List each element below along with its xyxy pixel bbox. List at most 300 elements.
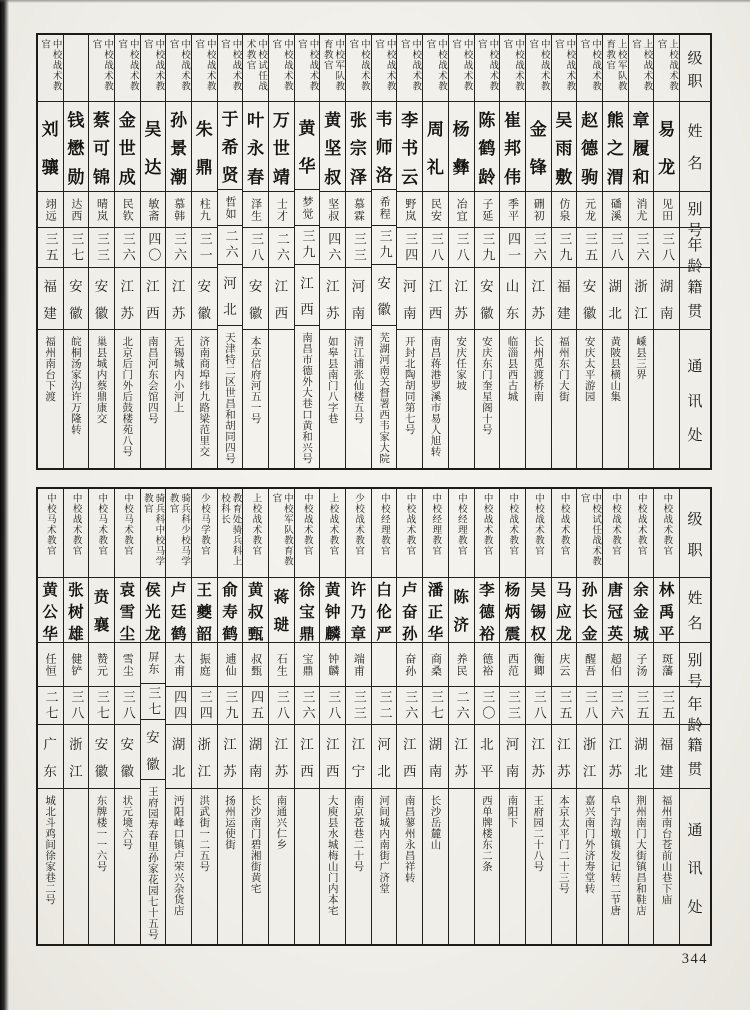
name-text: 韦 师 洛: [375, 110, 393, 187]
address-text: 大庾县水城梅山门内本宅: [326, 795, 339, 916]
roster-entry-column: [551, 35, 577, 468]
roster-entry-column: [628, 35, 654, 468]
name-text: 吴 雨 敷: [555, 110, 573, 188]
alias-cell: [295, 190, 320, 225]
roster-entry-column: [576, 489, 602, 944]
name-cell: [552, 578, 577, 643]
rank-text: 中校战术教官: [610, 493, 622, 556]
alias-text: 任恒: [44, 652, 58, 677]
name-cell: [654, 102, 679, 192]
address-text: 本京信府河五一号: [249, 336, 262, 424]
origin-cell: [372, 265, 397, 326]
alias-text: 子汤: [634, 652, 648, 677]
age-text: 三七: [427, 689, 443, 722]
alias-text: 叔甄: [249, 652, 263, 677]
address-text: 长沙南门碧湘街黄宅: [249, 795, 262, 894]
rank-text: 中校战术教官: [635, 493, 647, 556]
age-text: 三一: [196, 231, 212, 264]
address-cell: [500, 789, 525, 944]
alias-cell: [603, 643, 628, 687]
address-text: 开封北陶胡同第七号: [403, 336, 416, 435]
age-text: 三八: [68, 689, 84, 722]
address-cell: [577, 789, 602, 944]
alias-text: 季平: [506, 197, 520, 222]
age-cell: [577, 687, 602, 725]
name-cell: [629, 102, 654, 192]
origin-cell: [423, 725, 448, 789]
address-text: 黄陂县横山集: [609, 336, 622, 402]
roster-entry-column: [576, 35, 602, 468]
age-cell: [654, 687, 679, 725]
address-text: 安庆任家坡: [455, 336, 468, 391]
age-text: 三九: [556, 231, 572, 264]
alias-cell: [64, 192, 89, 228]
address-text: 东牌楼一一六号: [95, 795, 108, 872]
name-text: 张 树 雄: [68, 581, 84, 643]
roster-entry-column: [294, 489, 320, 944]
name-cell: [89, 102, 114, 192]
age-text: 三六: [119, 231, 135, 264]
alias-cell: [500, 192, 525, 228]
age-cell: [629, 687, 654, 725]
origin-cell: [500, 268, 525, 330]
address-cell: [603, 789, 628, 944]
roster-entry-column: [525, 35, 551, 468]
origin-text: 江 苏: [531, 279, 545, 322]
age-cell: [552, 687, 577, 725]
origin-cell: [38, 268, 63, 330]
name-text: 朱 鼎: [195, 120, 213, 178]
row-header-age: [680, 228, 710, 275]
row-header-rank: [680, 489, 710, 578]
alias-text: 磻溪: [609, 197, 623, 222]
age-cell: [654, 228, 679, 268]
age-cell: [115, 687, 140, 725]
origin-text: 山 东: [505, 279, 520, 322]
origin-cell: [629, 725, 654, 789]
roster-entry-column: [88, 489, 114, 944]
origin-cell: [64, 268, 89, 330]
rank-cell: [526, 489, 551, 578]
roster-entry-column: [345, 489, 371, 944]
name-cell: [526, 102, 551, 192]
rank-cell: [320, 35, 345, 102]
alias-text: 钟麟: [326, 652, 340, 677]
origin-cell: [269, 268, 294, 330]
age-cell: [38, 687, 63, 725]
name-cell: [654, 578, 679, 643]
origin-text: 浙 江: [582, 736, 597, 781]
age-cell: [526, 687, 551, 725]
rank-text: 上校军队教育教官: [604, 39, 627, 92]
row-header-address-label: 通 讯 处: [687, 820, 703, 916]
alias-cell: [449, 192, 474, 228]
age-cell: [500, 228, 525, 268]
address-cell: [449, 789, 474, 944]
age-text: 三三: [505, 689, 521, 722]
origin-cell: [397, 268, 422, 330]
origin-text: 江 苏: [171, 279, 186, 322]
rank-text: 中校战术教官: [532, 493, 544, 556]
age-cell: [192, 228, 217, 268]
age-cell: [423, 228, 448, 268]
address-cell: [654, 330, 679, 468]
age-text: 四〇: [145, 231, 161, 264]
roster-entry-column: [448, 489, 474, 944]
name-text: 黄 坚 叔: [324, 110, 342, 188]
rank-cell: [89, 489, 114, 578]
roster-entry-column: [268, 489, 294, 944]
roster-entry-column: [114, 489, 140, 944]
age-cell: [115, 228, 140, 268]
origin-cell: [243, 725, 268, 789]
address-cell: [320, 330, 345, 468]
origin-text: 河 南: [505, 736, 520, 781]
name-text: 钱 懋 勋: [67, 110, 85, 188]
origin-cell: [192, 725, 217, 789]
name-text: 陈 济: [453, 587, 469, 635]
age-text: 三六: [530, 231, 546, 264]
roster-entry-column: [474, 489, 500, 944]
name-text: 余 金 城: [633, 581, 649, 643]
name-cell: [115, 102, 140, 192]
address-cell: [269, 330, 294, 468]
address-text: 济南商埠纬九路梁范里交: [198, 336, 211, 457]
name-text: 李 书 云: [401, 110, 419, 188]
origin-text: 湖 北: [608, 279, 623, 322]
name-text: 于 希 贤: [221, 110, 239, 187]
name-cell: [243, 102, 268, 192]
address-text: 嵊县三界: [634, 336, 647, 380]
name-text: 杨 彝: [452, 120, 470, 178]
origin-cell: [397, 725, 422, 789]
roster-entry-column: [294, 35, 320, 468]
row-header-origin: [680, 725, 710, 789]
address-text: 安庆太平游园: [583, 336, 596, 402]
rank-text: 中校战术教官: [167, 39, 191, 92]
origin-cell: [269, 725, 294, 789]
row-header-rank: [680, 35, 710, 102]
rank-cell: [603, 35, 628, 102]
address-cell: [295, 326, 320, 468]
address-cell: [372, 326, 397, 468]
rank-cell: [346, 35, 371, 102]
row-header-name-label: 姓 名: [687, 121, 703, 173]
address-cell: [269, 789, 294, 944]
rank-cell: [141, 35, 166, 102]
alias-text: 庆云: [557, 652, 571, 677]
address-cell: [372, 789, 397, 944]
alias-text: 坚叔: [326, 197, 340, 222]
rank-cell: [397, 489, 422, 578]
address-text: 西单牌楼东二条: [480, 795, 493, 872]
age-text: 二六: [453, 689, 469, 722]
alias-text: 柱九: [198, 197, 212, 222]
age-text: 三八: [273, 689, 289, 722]
age-cell: [629, 228, 654, 268]
address-cell: [166, 330, 191, 468]
alias-cell: [397, 643, 422, 687]
name-text: 王 夔 韶: [196, 581, 213, 643]
origin-text: 安 徽: [197, 279, 212, 322]
address-text: 清江浦张仙楼五号: [352, 336, 365, 424]
address-cell: [654, 789, 679, 944]
alias-text: 冶宜: [455, 197, 469, 222]
rank-cell: [115, 489, 140, 578]
age-text: 三七: [145, 685, 161, 718]
alias-cell: [346, 643, 371, 687]
rank-cell: [577, 35, 602, 102]
alias-cell: [577, 643, 602, 687]
age-cell: [243, 228, 268, 268]
name-text: 李 德 裕: [479, 581, 495, 643]
origin-cell: [243, 268, 268, 330]
rank-text: 上校战术教官: [629, 39, 653, 92]
age-cell: [320, 687, 345, 725]
name-cell: [64, 578, 89, 643]
alias-cell: [115, 192, 140, 228]
origin-text: 江 苏: [557, 736, 571, 781]
alias-cell: [629, 192, 654, 228]
age-cell: [269, 228, 294, 268]
name-cell: [295, 578, 320, 643]
origin-text: 广 东: [43, 736, 57, 781]
origin-cell: [603, 725, 628, 789]
alias-text: 西范: [506, 652, 520, 677]
roster-entry-column: [396, 489, 422, 944]
row-header-age-label: 年 龄: [687, 695, 703, 734]
alias-cell: [603, 192, 628, 228]
name-text: 袁 雪 尘: [119, 581, 135, 643]
alias-text: 翊远: [44, 197, 58, 222]
origin-cell: [449, 725, 474, 789]
name-cell: [243, 578, 268, 643]
address-text: 巢县城内蔡鼎康交: [95, 336, 108, 424]
origin-text: 江 苏: [120, 279, 134, 322]
age-cell: [269, 687, 294, 725]
roster-entry-column: [38, 489, 63, 944]
name-cell: [64, 102, 89, 192]
name-cell: [397, 102, 422, 192]
name-cell: [346, 102, 371, 192]
name-text: 叶 永 春: [247, 110, 265, 188]
age-text: 三六: [171, 231, 187, 264]
rank-cell: [218, 489, 243, 578]
alias-cell: [449, 643, 474, 687]
age-cell: [141, 228, 166, 268]
rank-cell: [89, 35, 114, 102]
rank-cell: [64, 489, 89, 578]
alias-cell: [423, 192, 448, 228]
age-cell: [526, 228, 551, 268]
roster-entry-column: [88, 35, 114, 468]
age-cell: [423, 687, 448, 725]
rank-text: 教育处骑兵科上校科长: [218, 493, 242, 567]
rank-cell: [629, 489, 654, 578]
address-text: 南昌蓼州永昌祥转: [403, 795, 416, 883]
name-cell: [603, 102, 628, 192]
address-cell: [500, 330, 525, 468]
alias-cell: [577, 192, 602, 228]
roster-entry-column: [345, 35, 371, 468]
address-text: 长沙岳麓山: [429, 795, 442, 850]
alias-text: 见田: [660, 197, 674, 222]
rank-cell: [552, 35, 577, 102]
roster-entry-column: [474, 35, 500, 468]
origin-text: 江 西: [300, 275, 314, 319]
alias-cell: [526, 643, 551, 687]
row-header-origin-label: 籍 贯: [687, 736, 703, 778]
row-header-rank-label: 级 职: [687, 49, 703, 90]
age-text: 三三: [94, 231, 110, 264]
alias-text: 慕霖: [352, 197, 366, 222]
rank-text: 中校马术教官: [44, 493, 56, 556]
rank-text: 中校战术教官: [270, 39, 293, 92]
origin-text: 江 苏: [325, 279, 340, 322]
origin-text: 福 建: [557, 279, 571, 322]
age-text: 三六: [607, 689, 623, 722]
origin-cell: [295, 265, 320, 326]
address-cell: [346, 789, 371, 944]
alias-text: 太甫: [172, 652, 186, 677]
rank-cell: [629, 35, 654, 102]
address-cell: [475, 330, 500, 468]
origin-cell: [89, 268, 114, 330]
origin-text: 安 徽: [248, 279, 263, 322]
alias-text: 赞元: [95, 652, 109, 677]
roster-entry-column: [242, 35, 268, 468]
rank-cell: [243, 35, 268, 102]
name-text: 林 禹 平: [658, 581, 675, 643]
name-text: 蔡 可 锦: [93, 110, 111, 188]
page-number: 344: [681, 951, 708, 967]
row-header-address-label: 通 讯 处: [687, 357, 703, 444]
age-text: 四四: [171, 689, 187, 722]
row-header-alias-label: 别 号: [687, 651, 703, 690]
name-text: 易 龙: [658, 120, 676, 178]
address-text: 洪武街一二五号: [198, 795, 211, 872]
address-text: 沔阳峰口镇卢荣兴杂货店: [172, 795, 185, 916]
rank-cell: [449, 489, 474, 578]
origin-cell: [577, 725, 602, 789]
age-text: 三七: [94, 689, 110, 722]
age-text: 二六: [222, 228, 238, 261]
rank-text: 中校经理教官: [430, 493, 442, 556]
row-header-name: [680, 102, 710, 192]
alias-text: 德裕: [480, 652, 494, 677]
origin-cell: [64, 725, 89, 789]
rank-cell: [475, 489, 500, 578]
address-text: 本京太平门二十三号: [557, 795, 570, 894]
row-header-name-label: 姓 名: [687, 589, 703, 632]
origin-text: 江 西: [300, 736, 314, 781]
address-cell: [115, 330, 140, 468]
age-cell: [38, 228, 63, 268]
address-cell: [526, 330, 551, 468]
rank-cell: [166, 35, 191, 102]
rank-cell: [218, 35, 243, 102]
rank-cell: [603, 489, 628, 578]
alias-text: 商桑: [429, 652, 443, 677]
name-cell: [372, 578, 397, 643]
age-cell: [295, 226, 320, 265]
age-text: 四一: [505, 231, 521, 264]
address-text: 长州觅渡桥南: [532, 336, 545, 402]
address-text: 皖桐汤家沟许万隆转: [69, 336, 82, 435]
age-cell: [603, 228, 628, 268]
age-text: 三九: [479, 231, 495, 264]
roster-entry-column: [217, 489, 243, 944]
rank-text: 中校战术教官: [404, 493, 416, 556]
row-header-column: [679, 489, 710, 944]
rank-text: 中校战术教官: [90, 39, 114, 92]
name-text: 熊 之 渭: [606, 110, 624, 188]
origin-text: 河 北: [377, 736, 391, 781]
age-text: 三九: [376, 228, 392, 261]
alias-text: 民钦: [121, 197, 135, 222]
address-text: 南昌河东会馆四号: [146, 336, 159, 424]
age-cell: [346, 687, 371, 725]
address-cell: [218, 789, 243, 944]
alias-cell: [295, 643, 320, 687]
origin-cell: [526, 725, 551, 789]
row-header-column: [679, 35, 710, 468]
name-cell: [475, 102, 500, 192]
address-cell: [397, 330, 422, 468]
age-cell: [552, 228, 577, 268]
alias-text: 民安: [429, 197, 443, 222]
row-header-rank-label: 级 职: [687, 510, 703, 559]
origin-text: 江 苏: [454, 279, 468, 322]
rank-text: 骑兵科少校马学教官: [167, 493, 191, 567]
name-cell: [320, 102, 345, 192]
alias-cell: [269, 192, 294, 228]
rank-text: 中校战术教官: [141, 39, 165, 92]
origin-text: 江 苏: [454, 736, 468, 781]
alias-cell: [269, 643, 294, 687]
alias-cell: [654, 192, 679, 228]
origin-text: 江 西: [325, 736, 340, 781]
age-text: 三八: [119, 689, 135, 722]
address-cell: [192, 789, 217, 944]
roster-entry-column: [165, 35, 191, 468]
alias-cell: [526, 192, 551, 228]
origin-text: 河 北: [223, 275, 237, 319]
alias-text: 奋孙: [403, 652, 417, 677]
rank-text: 中校战术教官: [475, 39, 499, 92]
age-cell: [500, 687, 525, 725]
name-cell: [192, 102, 217, 192]
age-cell: [475, 228, 500, 268]
origin-text: 安 徽: [480, 279, 494, 322]
name-text: 孙 长 金: [581, 581, 598, 643]
origin-text: 安 徽: [94, 279, 109, 322]
address-text: 南通兴仁乡: [275, 795, 288, 850]
address-cell: [552, 330, 577, 468]
origin-cell: [552, 725, 577, 789]
rank-cell: [320, 489, 345, 578]
address-cell: [397, 789, 422, 944]
rank-cell: [577, 489, 602, 578]
name-cell: [320, 578, 345, 643]
rank-text: 中校战术教官: [481, 493, 493, 556]
origin-text: 浙 江: [69, 736, 83, 781]
alias-cell: [475, 192, 500, 228]
address-cell: [295, 789, 320, 944]
age-cell: [603, 687, 628, 725]
alias-text: 养民: [455, 652, 469, 677]
roster-entry-column: [448, 35, 474, 468]
